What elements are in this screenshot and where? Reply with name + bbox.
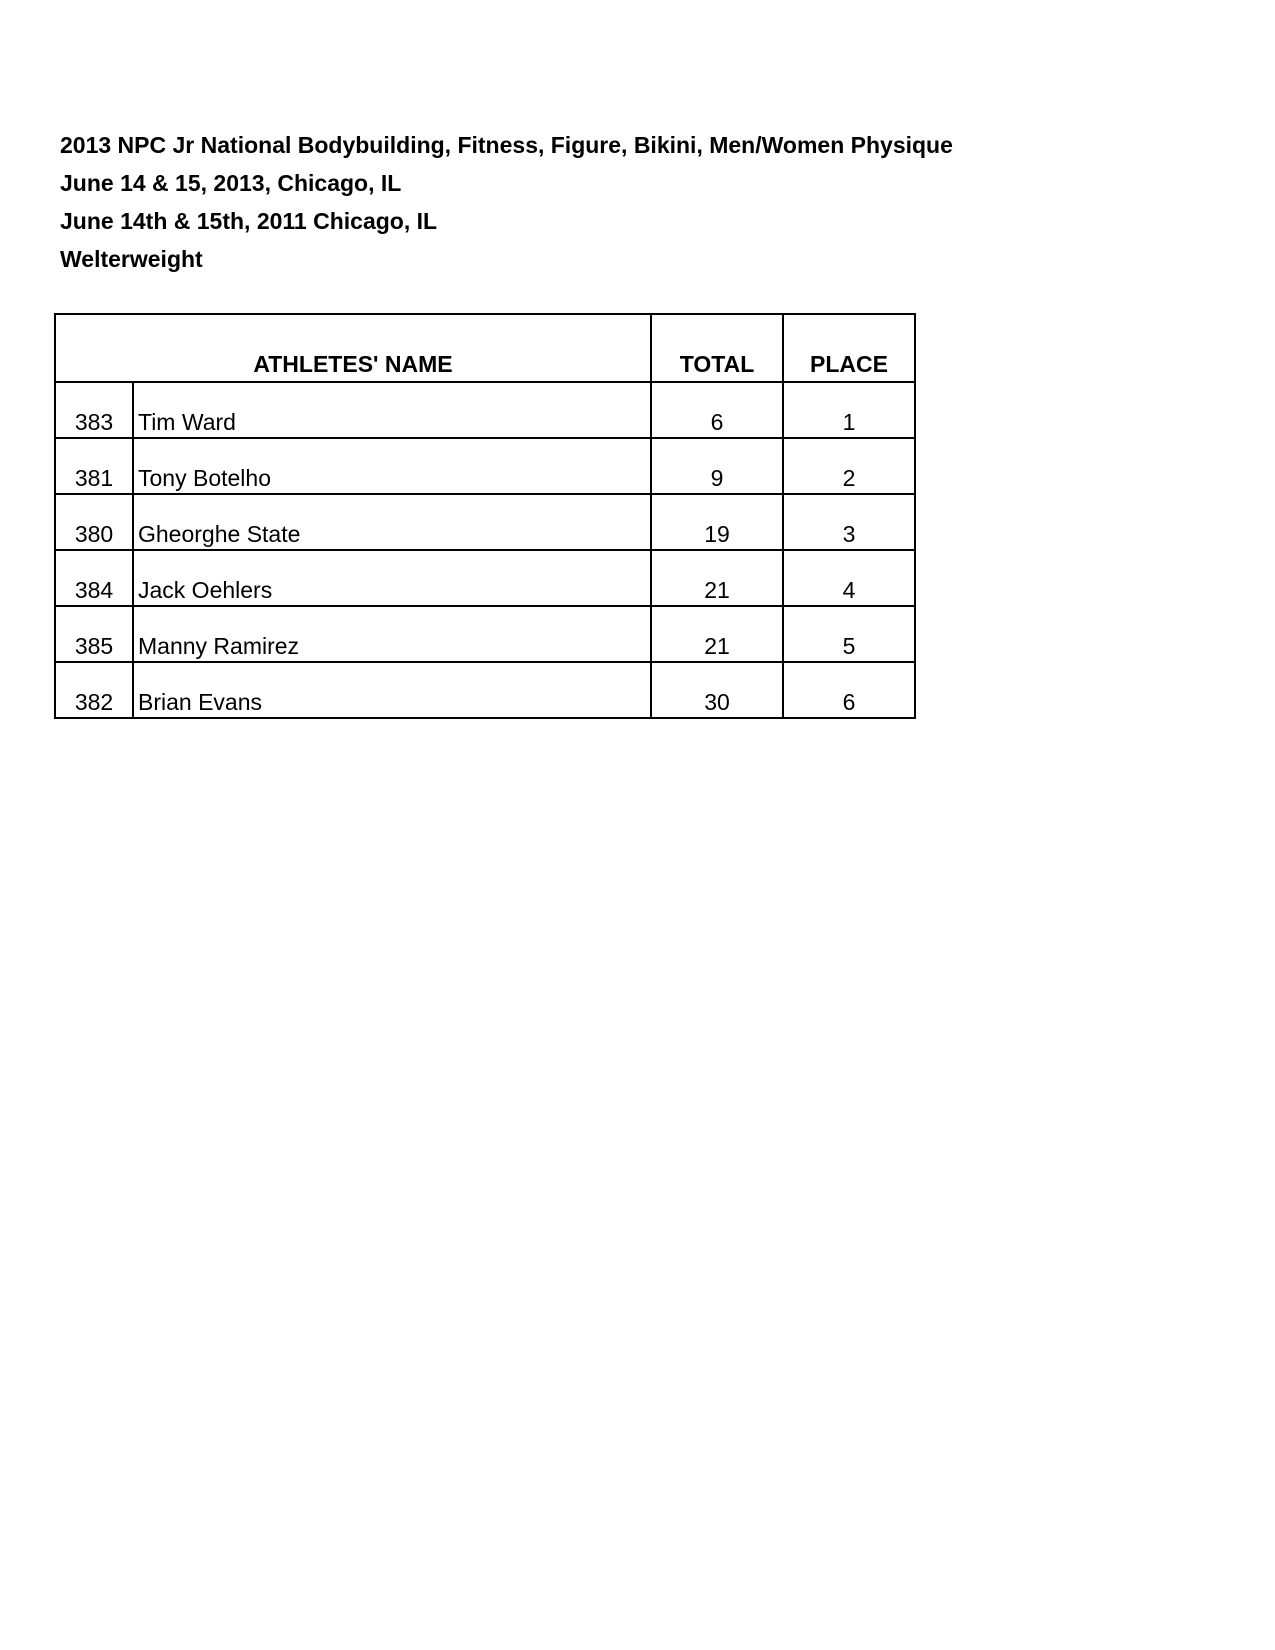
table-row — [55, 662, 915, 718]
athlete-name: Tim Ward — [133, 382, 651, 438]
athlete-total: 21 — [651, 606, 783, 662]
athlete-number: 380 — [55, 494, 133, 550]
athlete-name: Jack Oehlers — [133, 550, 651, 606]
column-header-athletes-name: ATHLETES' NAME — [55, 314, 651, 382]
column-header-total: TOTAL — [651, 314, 783, 382]
results-table — [54, 313, 916, 719]
athlete-name: Brian Evans — [133, 662, 651, 718]
athlete-name: Tony Botelho — [133, 438, 651, 494]
column-header-place: PLACE — [783, 314, 915, 382]
athlete-name: Manny Ramirez — [133, 606, 651, 662]
athlete-number: 383 — [55, 382, 133, 438]
athlete-number: 382 — [55, 662, 133, 718]
athlete-place: 2 — [783, 438, 915, 494]
athlete-total: 30 — [651, 662, 783, 718]
table-row — [55, 382, 915, 438]
athlete-total: 19 — [651, 494, 783, 550]
athlete-number: 381 — [55, 438, 133, 494]
event-date-location-alt: June 14th & 15th, 2011 Chicago, IL — [60, 208, 438, 234]
athlete-place: 5 — [783, 606, 915, 662]
table-row — [55, 438, 915, 494]
weight-class: Welterweight — [60, 246, 203, 272]
event-date-location: June 14 & 15, 2013, Chicago, IL — [60, 170, 402, 196]
table-row — [55, 550, 915, 606]
athlete-name: Gheorghe State — [133, 494, 651, 550]
athlete-total: 21 — [651, 550, 783, 606]
table-row — [55, 606, 915, 662]
athlete-number: 384 — [55, 550, 133, 606]
table-header-row — [55, 314, 915, 382]
document-header — [60, 126, 1160, 278]
athlete-total: 6 — [651, 382, 783, 438]
table-row — [55, 494, 915, 550]
athlete-total: 9 — [651, 438, 783, 494]
event-title: 2013 NPC Jr National Bodybuilding, Fitness, Figure, Bikini, Men/Women Physique — [60, 132, 953, 158]
athlete-place: 1 — [783, 382, 915, 438]
athlete-place: 3 — [783, 494, 915, 550]
athlete-place: 6 — [783, 662, 915, 718]
athlete-place: 4 — [783, 550, 915, 606]
athlete-number: 385 — [55, 606, 133, 662]
